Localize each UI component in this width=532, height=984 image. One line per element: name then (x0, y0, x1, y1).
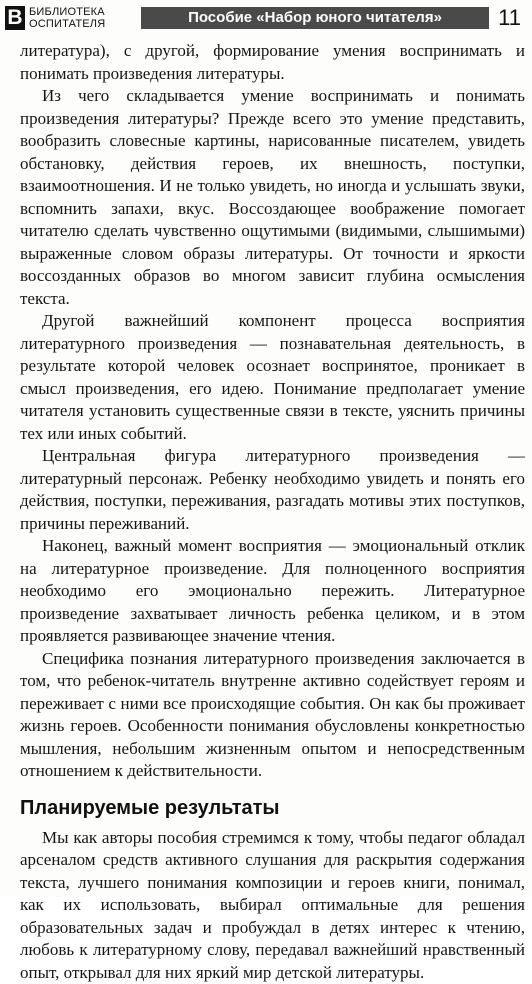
series-logo: В (5, 6, 25, 30)
page-header (3, 3, 529, 35)
series-name-line1: БИБЛИОТЕКА (29, 6, 105, 18)
body-text (20, 40, 525, 984)
paragraph: Центральная фигура литературного произведения — литературный персонаж. Ребенку необходимо увидеть и понять его действия, поступки, переживания, разгадать мотивы этих поступков, причины переживаний. (20, 445, 525, 535)
paragraph: Другой важнейший компонент процесса восприятия литературного произведения — познавательная деятельность, в результате которой человек осознает воспринятое, проникает в смысл произведения, его идею. Понимание предполагает умение читателя установить существенные связи в тексте, уяснить причины тех или иных событий. (20, 310, 525, 445)
paragraph: Мы как авторы пособия стремимся к тому, чтобы педагог обладал арсеналом средств активного слушания для раскрытия содержания текста, лучшего понимания композиции и героев книги, понимал, как их использовать, выбирал оптимальные для решения образовательных задач и пробуждал в детях интерес к чтению, любовь к литературному слову, передавал важнейший нравственный опыт, открывал для них яркий мир детской литературы. (20, 827, 525, 984)
series-name-line2: ОСПИТАТЕЛЯ (29, 18, 105, 30)
running-title: Пособие «Набор юного читателя» (141, 7, 489, 29)
series-name (29, 6, 105, 30)
paragraph: литература), с другой, формирование умения воспринимать и понимать произведения литературы. (20, 40, 525, 85)
paragraph: Из чего складывается умение воспринимать и понимать произведения литературы? Прежде всего это умение представить, вообразить словесные картины, нарисованные писателем, увидеть обстановку, действия героев, их внешность, поступки, взаимоотношения. И не только увидеть, но иногда и услышать звуки, вспомнить запахи, вкус. Воссоздающее воображение помогает читателю сделать чувственно ощутимыми (видимыми, слышимыми) выраженные словом образы литературы. От точности и яркости воссозданных образов во многом зависит глубина осмысления текста. (20, 85, 525, 310)
running-title-band (141, 7, 489, 29)
section-heading: Планируемые результаты (20, 795, 525, 821)
paragraph: Специфика познания литературного произведения заключается в том, что ребенок-читатель внутренне активно содействует героям и переживает с ними все происходящие события. Он как бы проживает жизнь героев. Особенности понимания обусловлены конкретностью мышления, небольшим жизненным опытом и непосредственным отношением к действительности. (20, 648, 525, 783)
page-number: 11 (498, 5, 521, 31)
paragraph: Наконец, важный момент восприятия — эмоциональный отклик на литературное произведение. Для полноценного восприятия необходимо его эмоционально пережить. Литературное произведение захватывает личность ребенка целиком, и в этом проявляется развивающее значение чтения. (20, 535, 525, 648)
